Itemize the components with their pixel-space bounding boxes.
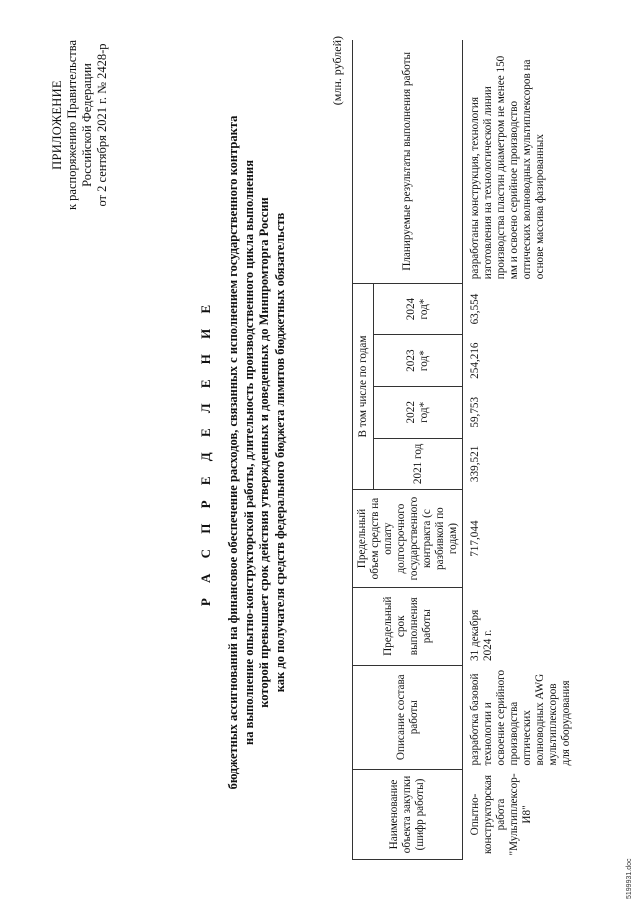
document-title: Р А С П Р Е Д Е Л Е Н И Е [198,298,213,607]
header-year-2021: 2021 год [374,438,463,490]
cell-deadline: 31 декабря 2024 г. [469,609,494,662]
header-results: Планируемые результаты выполнения работы [353,40,463,283]
header-year-2024: 2024 год* [374,283,463,335]
appendix-label: ПРИЛОЖЕНИЕ [50,80,64,170]
header-deadline: Предельный срок выполнения работы [353,587,463,665]
subtitle-line: которой превышает срок действия утвержденных и доведенных до Минпромторга России [257,197,271,708]
units-note: (млн. рублей) [330,36,344,106]
cell-object: Опытно-конструкторская работа "Мультиплексор-И8" [469,773,533,856]
cell-year-2022: 59,753 [469,396,481,428]
subtitle-line: как до получателя средств федерального бюджета лимитов бюджетных обязательств [272,212,287,693]
cell-results: разработаны конструкция, технология изготовления на технологической линии производства пластин диаметром не менее 150 мм и освоено серийное производство оптических волноводных мультиплексоров на основе массива фазированных [469,55,546,280]
header-volume: Предельный объем средств на оплату долгосрочного государственного контракта (с разбивкой по годам) [353,490,463,588]
header-year-2022: 2022 год* [374,387,463,439]
appendix-date-number: от 2 сентября 2021 г. № 2428-р [95,43,109,207]
file-code: 5199931.doc [626,858,633,899]
cell-year-2023: 254,216 [469,342,481,379]
header-by-years: В том числе по годам [353,283,374,489]
appendix-header [50,40,110,210]
document-subtitle [226,110,288,795]
cell-description: разработка базовой технологии и освоение серийного производства оптических волноводных AWG мультиплексоров для оборудования [469,669,572,766]
allocation-table [352,40,573,860]
header-object: Наименование объекта закупки (шифр работы) [353,769,463,859]
appendix-order-ref: к распоряжению Правительства [65,40,79,211]
header-description: Описание состава работы [353,665,463,769]
cell-year-2021: 339,521 [469,445,481,483]
header-year-2023: 2023 год* [374,335,463,387]
cell-year-2024: 63,554 [469,293,481,325]
appendix-government: Российской Федерации [80,63,94,187]
subtitle-line: бюджетных ассигнований на финансовое обеспечение расходов, связанных с исполнением государственного контракта [226,115,240,790]
cell-volume: 717,044 [469,520,481,557]
subtitle-line: на выполнение опытно-конструкторской работы, длительность производственного цикла выполнения [241,160,256,745]
table-row [463,40,574,860]
